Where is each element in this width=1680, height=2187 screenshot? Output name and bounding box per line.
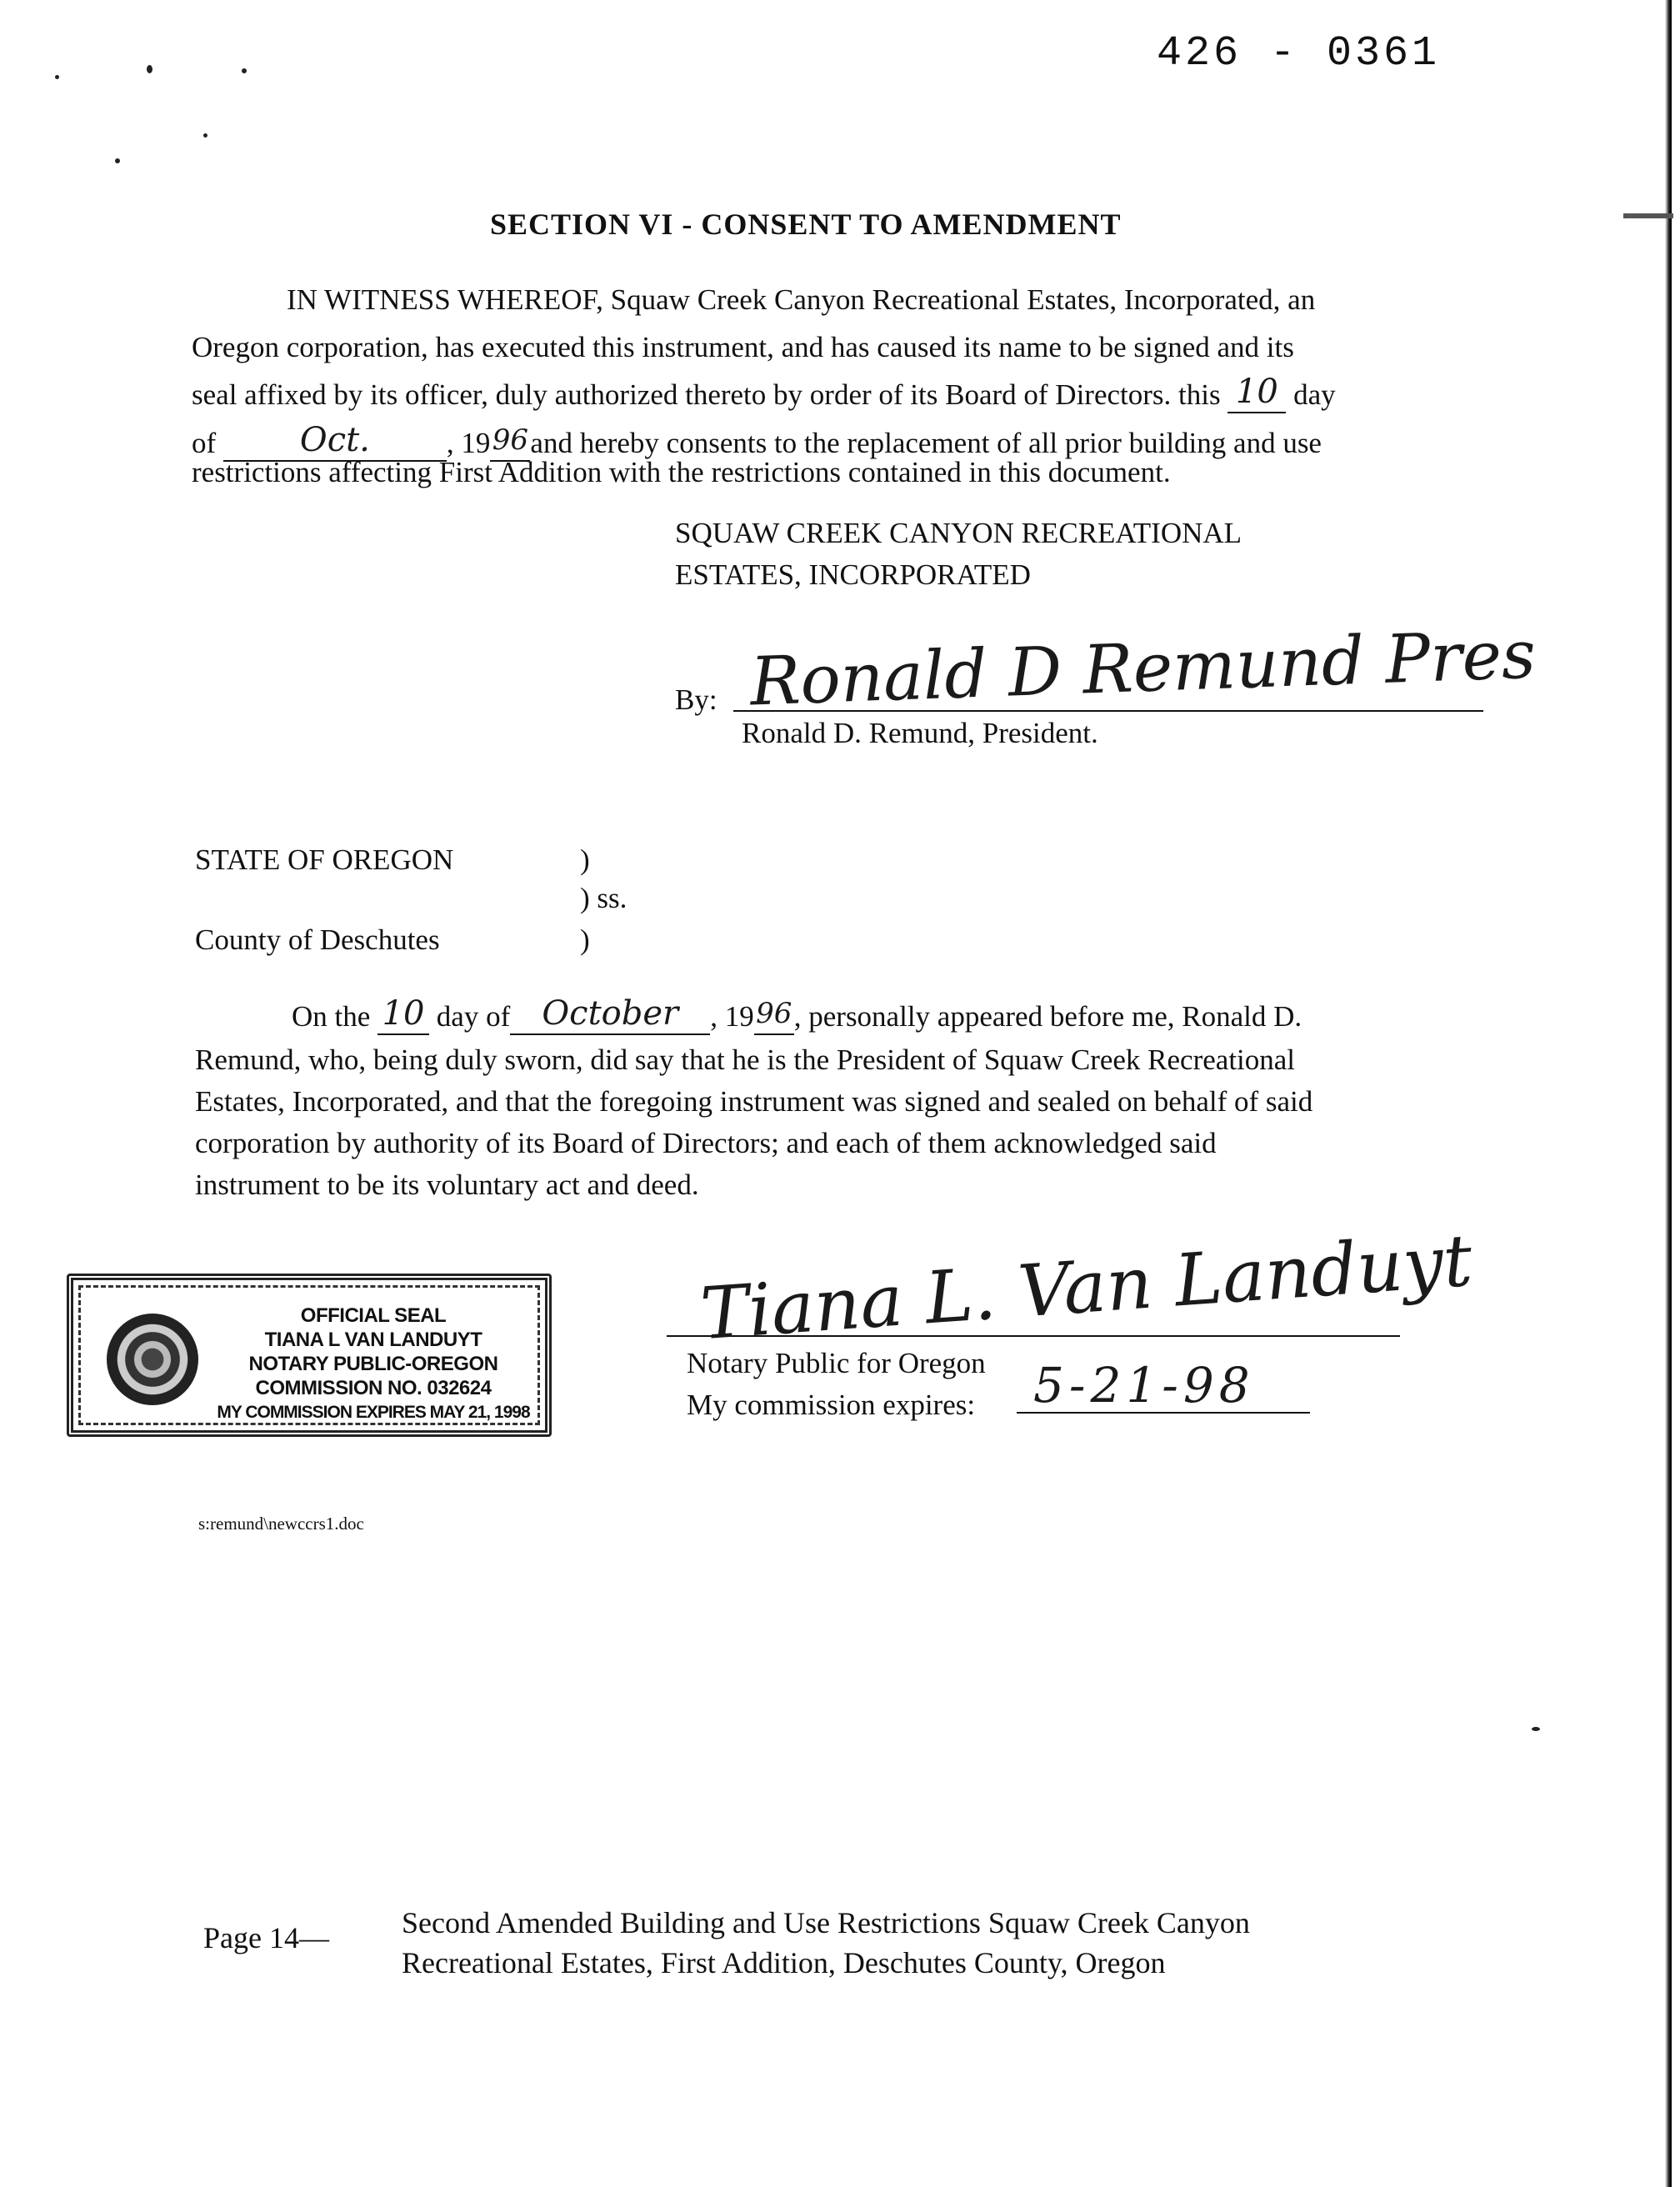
ack-day-of: day of: [436, 1000, 511, 1033]
seal-line-1: OFFICIAL SEAL: [300, 1304, 447, 1327]
ack-line-3: Estates, Incorporated, and that the foregoing instrument was signed and sealed on behalf of said: [195, 1085, 1313, 1118]
day-blank: [1228, 373, 1286, 413]
seal-line-3: NOTARY PUBLIC-OREGON: [248, 1353, 498, 1375]
seal-line-5: MY COMMISSION EXPIRES MAY 21, 1998: [217, 1403, 530, 1422]
ack-month-blank: [510, 994, 710, 1035]
document-number: 426 - 0361: [1157, 30, 1441, 78]
handwritten-ack-month: October: [542, 994, 679, 1033]
handwritten-month: Oct.: [299, 421, 370, 459]
handwritten-day: 10: [1235, 373, 1278, 411]
handwritten-ack-year: 96: [756, 997, 792, 1030]
scan-speck: [203, 133, 208, 138]
by-label: By:: [675, 683, 718, 716]
notary-seal-stamp: [67, 1274, 552, 1437]
notary-signature: Tiana L. Van Landuyt: [698, 1219, 1475, 1357]
footer-page-label: Page 14—: [203, 1921, 329, 1954]
witness-line-3: [192, 373, 1336, 413]
ack-line-5: instrument to be its voluntary act and deed.: [195, 1169, 699, 1201]
seal-text: [198, 1304, 548, 1424]
ack-line-2: Remund, who, being duly sworn, did say that he is the President of Squaw Creek Recreational: [195, 1043, 1296, 1076]
venue-county: County of Deschutes: [195, 923, 440, 956]
seal-emblem: [107, 1314, 198, 1405]
witness-day-label: day: [1293, 378, 1336, 411]
section-title: SECTION VI - CONSENT TO AMENDMENT: [490, 208, 1122, 241]
scan-speck: [242, 68, 247, 73]
witness-line-2: Oregon corporation, has executed this instrument, and has caused its name to be signed and its: [192, 331, 1294, 363]
witness-year-prefix: , 19: [446, 427, 491, 459]
venue-paren-bottom: ): [580, 923, 590, 956]
signer-name: Ronald D. Remund, President.: [742, 717, 1098, 749]
seal-line-4: COMMISSION NO. 032624: [255, 1377, 492, 1399]
file-path: s:remund\newccrs1.doc: [198, 1514, 364, 1534]
footer-line-1: Second Amended Building and Use Restrictions Squaw Creek Canyon: [402, 1906, 1250, 1939]
ack-year-blank: [754, 997, 794, 1035]
scan-speck: [55, 75, 59, 79]
company-name-line-1: SQUAW CREEK CANYON RECREATIONAL: [675, 517, 1242, 549]
ack-day-blank: [378, 994, 429, 1035]
notary-title: Notary Public for Oregon: [687, 1347, 986, 1379]
handwritten-year: 96: [492, 423, 529, 457]
ack-year-prefix: , 19: [710, 1000, 754, 1033]
witness-line-1: IN WITNESS WHEREOF, Squaw Creek Canyon Recreational Estates, Incorporated, an: [287, 283, 1316, 316]
witness-of-label: of: [192, 427, 217, 459]
scan-edge: [1665, 0, 1672, 2187]
witness-line-3-text: seal affixed by its officer, duly authorized thereto by order of its Board of Directors. this: [192, 378, 1221, 411]
venue-paren-ss: ) ss.: [580, 882, 628, 914]
ack-line-4: corporation by authority of its Board of Directors; and each of them acknowledged said: [195, 1127, 1217, 1159]
handwritten-expiration: 5-21-98: [1033, 1357, 1255, 1414]
president-signature: Ronald D Remund Pres: [748, 615, 1538, 721]
ack-line-1-text: , personally appeared before me, Ronald D.: [793, 1000, 1302, 1033]
handwritten-ack-day: 10: [382, 994, 425, 1033]
ack-line-1: [292, 994, 1302, 1035]
scan-speck: [1532, 1727, 1540, 1731]
witness-line-4-text: and hereby consents to the replacement of all prior building and use: [530, 427, 1322, 459]
company-name-line-2: ESTATES, INCORPORATED: [675, 558, 1031, 591]
ack-on-the: On the: [292, 1000, 371, 1033]
commission-expires-label: My commission expires:: [687, 1389, 976, 1421]
scan-speck: [115, 158, 120, 163]
scan-speck: [1623, 213, 1673, 218]
venue-paren-top: ): [580, 843, 590, 876]
venue-state: STATE OF OREGON: [195, 843, 454, 876]
footer-line-2: Recreational Estates, First Addition, Deschutes County, Oregon: [402, 1946, 1166, 1979]
seal-line-2: TIANA L VAN LANDUYT: [264, 1329, 482, 1351]
witness-line-5: restrictions affecting First Addition with the restrictions contained in this document.: [192, 456, 1171, 488]
scan-speck: [147, 65, 152, 73]
